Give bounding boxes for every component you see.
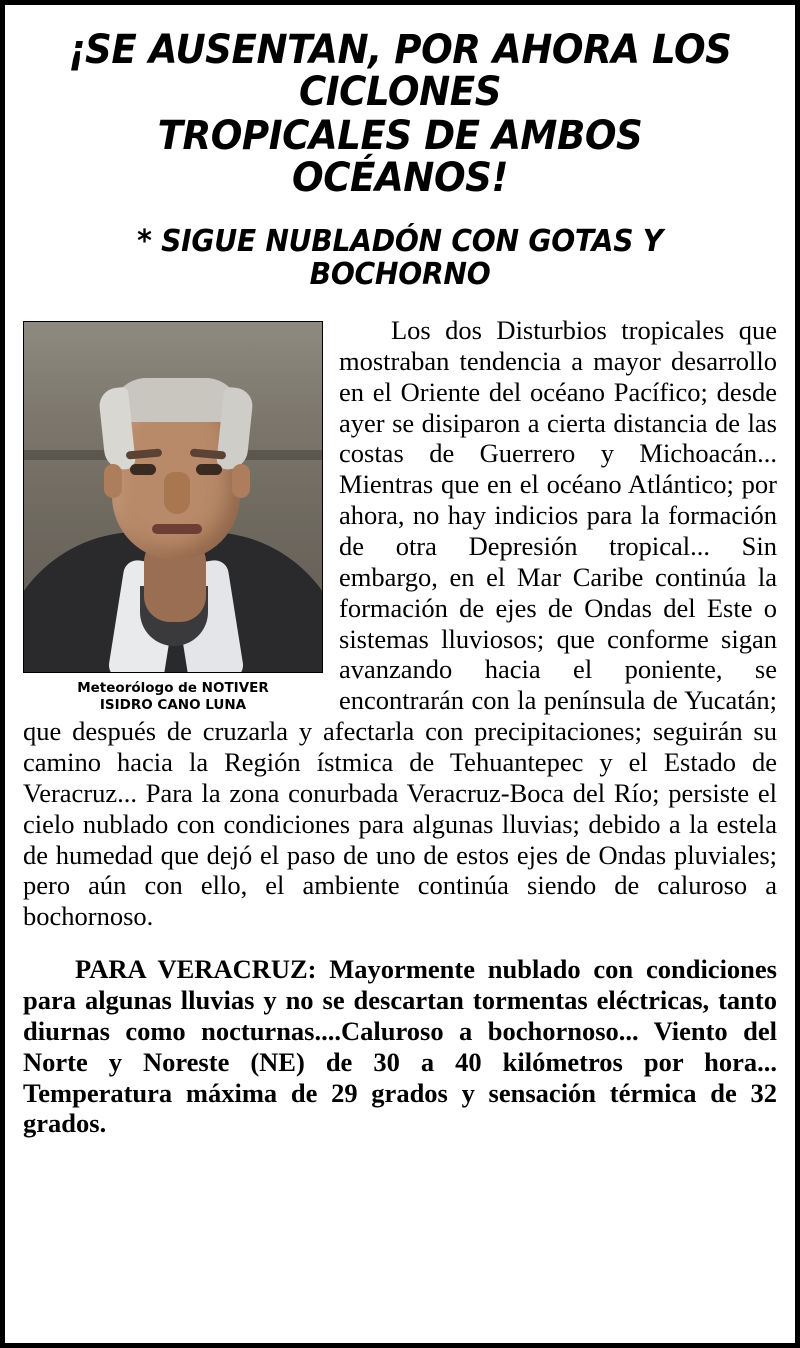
photo-caption-line-2: ISIDRO CANO LUNA [99, 696, 247, 713]
meteorologist-photo [23, 321, 323, 673]
photo-ear-right [232, 464, 250, 498]
photo-block [23, 321, 323, 714]
photo-nose [164, 472, 190, 514]
photo-ear-left [104, 464, 122, 498]
photo-eye-right [196, 464, 222, 475]
photo-mouth [152, 524, 202, 534]
photo-caption [23, 680, 323, 714]
headline [49, 29, 750, 199]
subheadline: * SIGUE NUBLADÓN CON GOTAS Y BOCHORNO [137, 224, 663, 292]
headline-line-2: TROPICALES DE AMBOS OCÉANOS! [157, 113, 643, 201]
paragraph-1-text: Los dos Disturbios tropicales que mostraban tendencia a mayor desarrollo en el Oriente del océano Pacífico; desde ayer se disiparon a cierta distancia de las costas de Guerrero y Michoacán... Mientras que en el océano Atlántico; por ahora, no hay indicios para la formación de otra Depresión tropical... Sin embargo, en el Mar Caribe continúa la formación de ejes de Ondas del Este o sistemas lluviosos; que conforme sigan avanzando hacia el poniente, se encontrarán con la península de Yucatán; que después de cruzarla y afectarla con precipitaciones; seguirán su camino hacia la Región ístmica de Tehuantepec y el Estado de Veracruz... Para la zona conurbada Veracruz-Boca del Río; persiste el cielo nublado con condiciones para algunas lluvias; debido a la estela de humedad que dejó el paso de uno de estos ejes de Ondas pluviales; pero aún con ello, el ambiente continúa siendo de caluroso a bochornoso. [23, 315, 777, 932]
photo-caption-line-1: Meteorólogo de NOTIVER [77, 680, 269, 696]
paragraph-2-text: PARA VERACRUZ: Mayormente nublado con condiciones para algunas lluvias y no se descartan tormentas eléctricas, tanto diurnas como nocturnas....Caluroso a bochornoso... Viento del Norte y Noreste (NE) de 30 a 40 kilómetros por hora... Temperatura máxima de 29 grados y sensación térmica de 32 grados. [23, 954, 777, 1139]
article-body [23, 315, 777, 1139]
photo-eye-left [130, 464, 156, 475]
article-paragraph-2 [23, 954, 777, 1139]
headline-line-1: ¡SE AUSENTAN, POR AHORA LOS CICLONES [68, 27, 732, 115]
